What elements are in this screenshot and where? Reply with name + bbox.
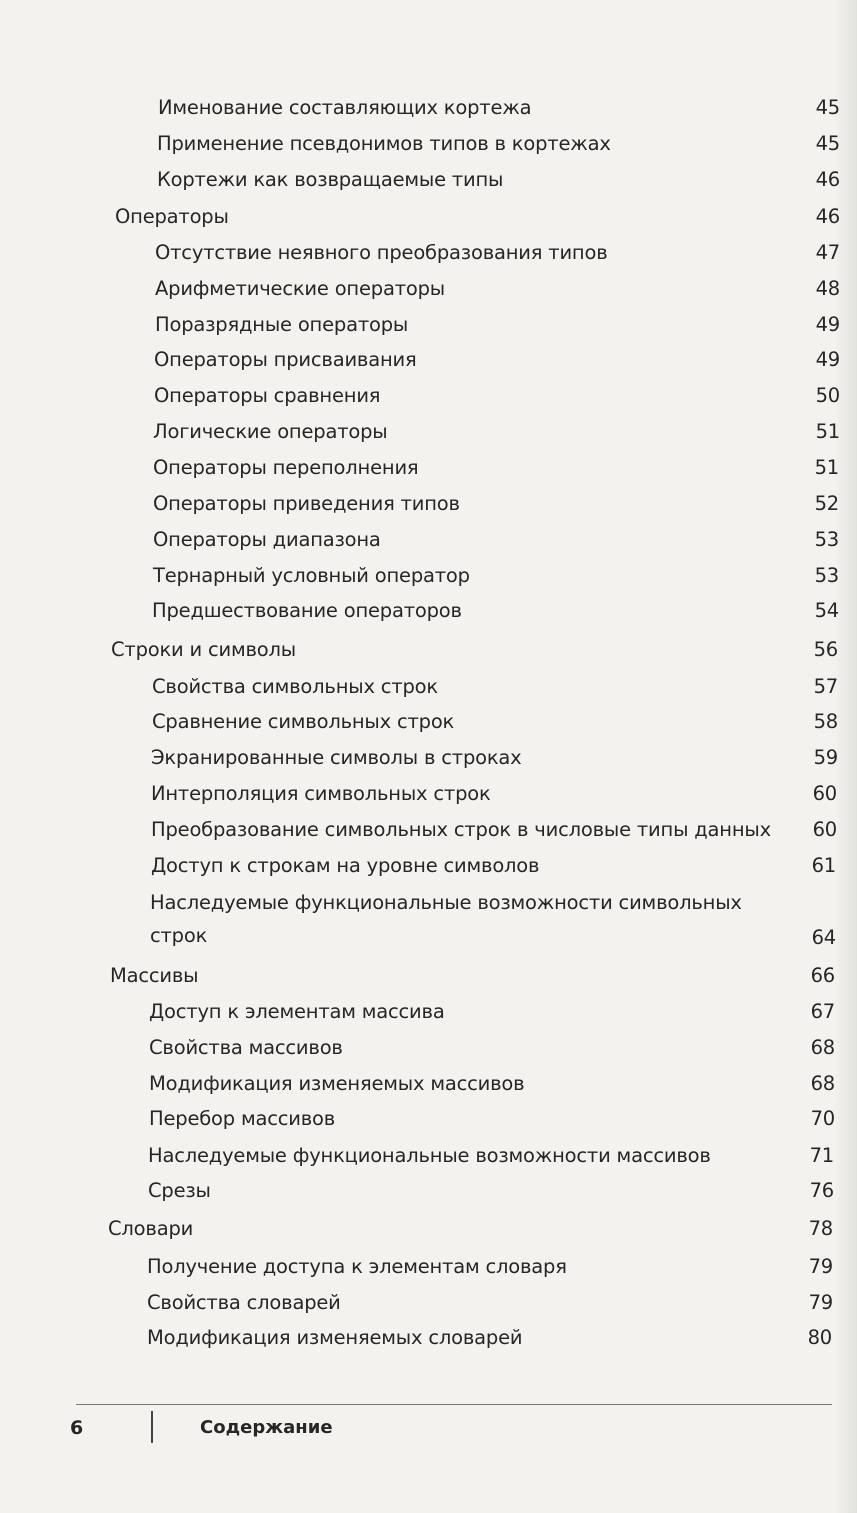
toc-entry-title: Именование составляющих кортежа xyxy=(158,96,532,119)
toc-entry-title: Поразрядные операторы xyxy=(155,313,409,336)
toc-entry-title: Сравнение символьных строк xyxy=(152,710,455,733)
toc-entry-page: 79 xyxy=(808,1291,833,1314)
footer-section-title: Содержание xyxy=(200,1417,333,1438)
footer-separator xyxy=(151,1411,153,1443)
toc-entry-title: Преобразование символьных строк в числовые типы данных xyxy=(151,818,771,841)
toc-section-page: 78 xyxy=(808,1217,833,1240)
toc-entry-title: Экранированные символы в строках xyxy=(151,746,522,769)
toc-entry-page: 52 xyxy=(814,492,839,515)
toc-entry-title: Арифметические операторы xyxy=(155,277,445,300)
toc-entry-page: 51 xyxy=(815,420,840,443)
toc-entry-page: 45 xyxy=(815,96,840,119)
toc-entry-title: Свойства массивов xyxy=(149,1036,343,1059)
toc-entry-title: Операторы диапазона xyxy=(153,528,381,551)
toc-entry-title: Операторы сравнения xyxy=(154,384,381,407)
toc-entry-page: 67 xyxy=(810,1000,835,1023)
toc-entry-title: Операторы приведения типов xyxy=(153,492,460,515)
toc-entry-title: Наследуемые функциональные возможности массивов xyxy=(148,1144,711,1167)
toc-entry-page: 53 xyxy=(814,564,839,587)
toc-entry-page: 46 xyxy=(815,168,840,191)
toc-entry-page: 59 xyxy=(813,746,838,769)
toc-entry-page: 58 xyxy=(813,710,838,733)
toc-entry-page: 60 xyxy=(812,818,837,841)
toc-entry-page: 57 xyxy=(813,675,838,698)
toc-entry-title: Кортежи как возвращаемые типы xyxy=(157,168,504,191)
toc-entry-title: Операторы переполнения xyxy=(153,456,419,479)
toc-entry-page: 64 xyxy=(811,926,836,949)
toc-entry-title: Срезы xyxy=(148,1179,211,1202)
toc-entry-page: 51 xyxy=(814,456,839,479)
toc-section-title: Строки и символы xyxy=(111,638,296,661)
toc-entry-page: 80 xyxy=(807,1326,832,1349)
toc-entry-page: 48 xyxy=(815,277,840,300)
toc-entry-title: Логические операторы xyxy=(153,420,388,443)
toc-entry-title: Модификация изменяемых словарей xyxy=(147,1326,523,1349)
toc-entry-title: Отсутствие неявного преобразования типов xyxy=(155,241,608,264)
toc-entry-page: 79 xyxy=(808,1255,833,1278)
toc-entry-title: Доступ к строкам на уровне символов xyxy=(151,854,540,877)
toc-entry-title: Перебор массивов xyxy=(149,1107,336,1130)
toc-section-title: Операторы xyxy=(115,205,229,228)
toc-section-page: 66 xyxy=(810,964,835,987)
toc-entry-page: 45 xyxy=(815,132,840,155)
toc-entry-title: Операторы присваивания xyxy=(154,348,417,371)
toc-entry-page: 54 xyxy=(814,599,839,622)
toc-entry-title: Получение доступа к элементам словаря xyxy=(147,1255,567,1278)
toc-entry-title: Наследуемые функциональные возможности символьных строк xyxy=(150,891,742,947)
toc-section-title: Массивы xyxy=(110,964,199,987)
toc-entry-page: 49 xyxy=(815,348,840,371)
toc-entry-page: 71 xyxy=(809,1144,834,1167)
footer-divider xyxy=(76,1404,832,1405)
toc-entry-title: Предшествование операторов xyxy=(152,599,462,622)
toc-entry-title: Модификация изменяемых массивов xyxy=(149,1072,525,1095)
toc-entry-page: 60 xyxy=(812,782,837,805)
toc-entry-page: 47 xyxy=(815,241,840,264)
toc-section-page: 56 xyxy=(813,638,838,661)
footer-page-number: 6 xyxy=(70,1417,84,1439)
toc-entry-title: Интерполяция символьных строк xyxy=(151,782,491,805)
toc-entry-page: 68 xyxy=(810,1036,835,1059)
toc-entry-title: Доступ к элементам массива xyxy=(149,1000,445,1023)
toc-entry-title: Свойства символьных строк xyxy=(152,675,438,698)
toc-entry-page: 70 xyxy=(810,1107,835,1130)
toc-entry-page: 50 xyxy=(815,384,840,407)
toc-entry-page: 53 xyxy=(814,528,839,551)
toc-entry-title: Применение псевдонимов типов в кортежах xyxy=(157,132,611,155)
toc-entry-page: 68 xyxy=(810,1072,835,1095)
toc-entry-title: Тернарный условный оператор xyxy=(153,564,470,587)
toc-entry-page: 61 xyxy=(811,854,836,877)
toc-entry-page: 76 xyxy=(809,1179,834,1202)
toc-entry-title: Свойства словарей xyxy=(147,1291,341,1314)
toc-entry-page: 49 xyxy=(815,313,840,336)
toc-section-page: 46 xyxy=(815,205,840,228)
toc-section-title: Словари xyxy=(108,1217,194,1240)
